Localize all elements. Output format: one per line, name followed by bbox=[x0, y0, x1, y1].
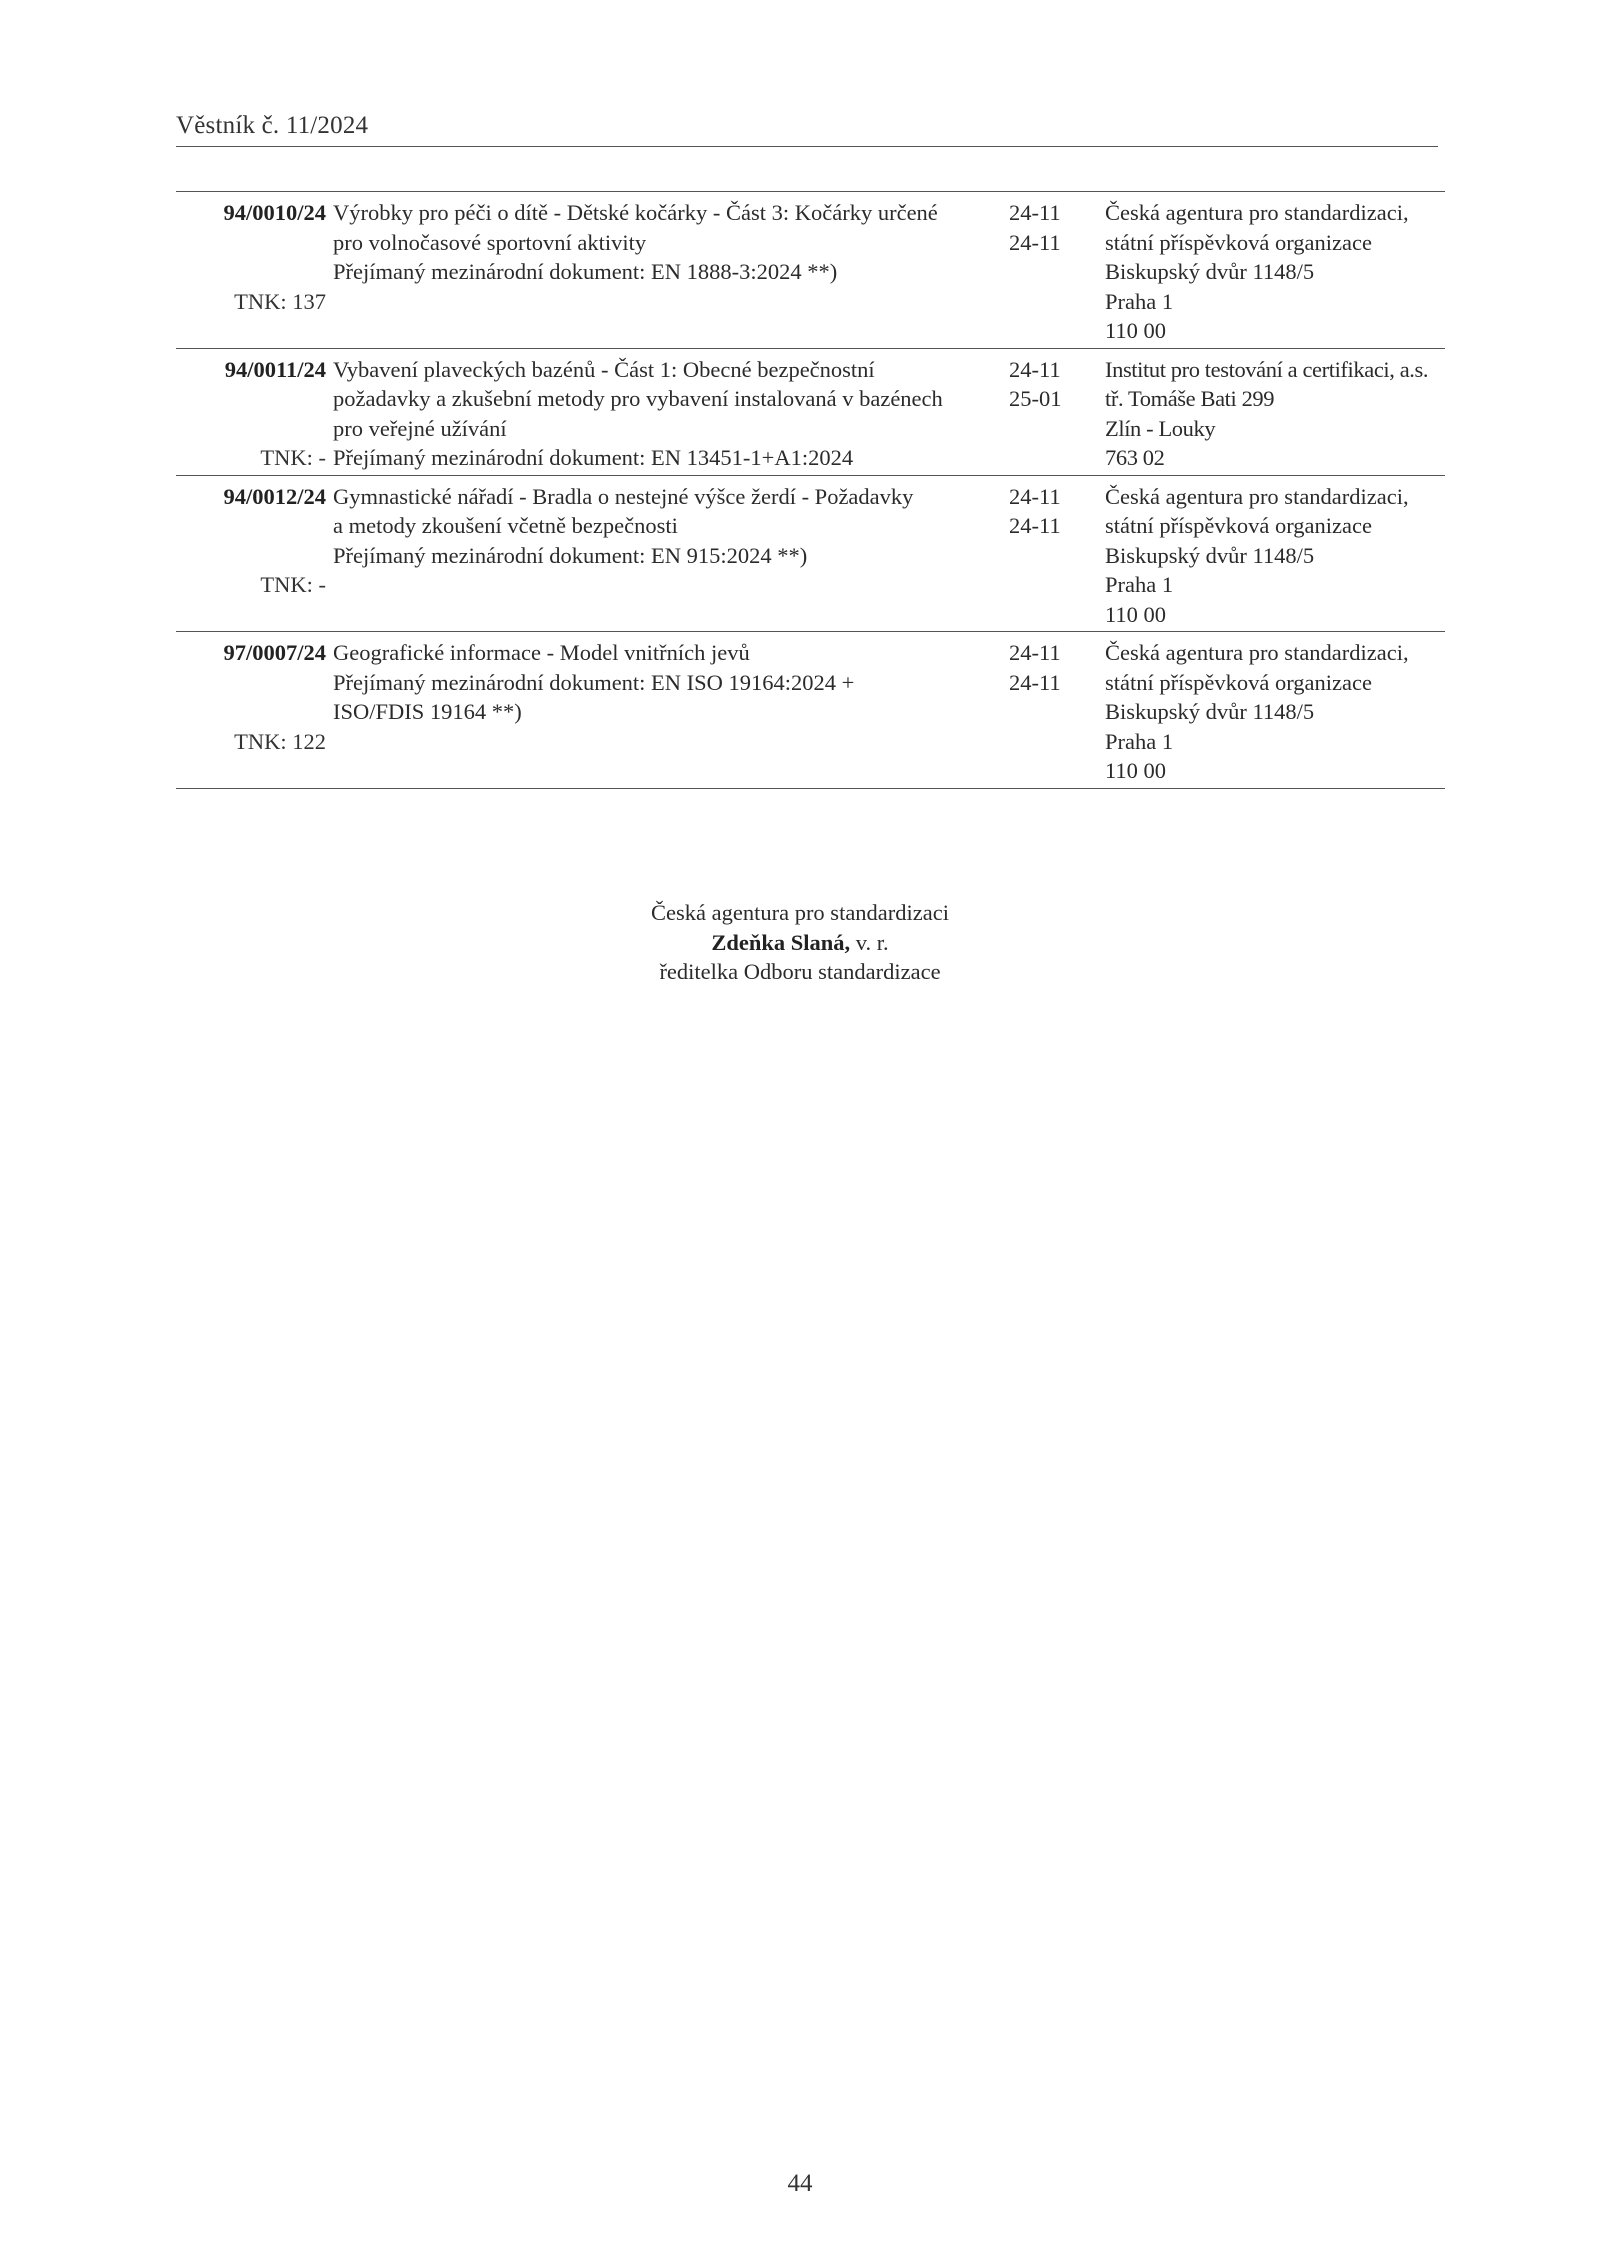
record-address-cell bbox=[1105, 192, 1445, 349]
signatory-suffix: v. r. bbox=[850, 929, 889, 955]
title-line: Přejímaný mezinárodní dokument: EN 1888-3:2024 **) bbox=[333, 259, 838, 284]
title-line: pro veřejné užívání bbox=[333, 415, 507, 441]
title-line: a metody zkoušení včetně bezpečnosti bbox=[333, 513, 678, 538]
record-number-cell bbox=[176, 192, 326, 349]
record-title-cell bbox=[326, 192, 1009, 349]
record-title-cell bbox=[326, 475, 1009, 632]
address-line: Česká agentura pro standardizaci, bbox=[1105, 640, 1409, 665]
address-line: Česká agentura pro standardizaci, bbox=[1105, 200, 1409, 225]
signatory-line bbox=[0, 928, 1600, 958]
standards-table bbox=[176, 191, 1445, 789]
record-dates-cell bbox=[1009, 192, 1105, 349]
record-number-cell bbox=[176, 348, 326, 475]
record-title-cell bbox=[326, 348, 1009, 475]
table-row bbox=[176, 632, 1445, 789]
address-line: Praha 1 bbox=[1105, 728, 1174, 754]
record-title-cell bbox=[326, 632, 1009, 789]
tnk-label: TNK: 122 bbox=[234, 728, 326, 754]
address-line: 763 02 bbox=[1105, 445, 1165, 470]
signatory-name: Zdeňka Slaná, bbox=[711, 929, 851, 955]
signatory-role: ředitelka Odboru standardizace bbox=[659, 959, 941, 984]
address-line: 110 00 bbox=[1105, 318, 1167, 343]
table-row bbox=[176, 192, 1445, 349]
address-line: státní příspěvková organizace bbox=[1105, 513, 1372, 538]
record-number: 94/0010/24 bbox=[223, 200, 326, 225]
tnk-label: TNK: - bbox=[260, 572, 326, 597]
date-value: 24-11 bbox=[1009, 200, 1061, 225]
record-number-cell bbox=[176, 632, 326, 789]
table-row bbox=[176, 348, 1445, 475]
title-line: Výrobky pro péči o dítě - Dětské kočárky - Část 3: Kočárky určené bbox=[333, 200, 938, 225]
date-value: 24-11 bbox=[1009, 513, 1061, 538]
address-line: Praha 1 bbox=[1105, 572, 1174, 597]
address-line: Praha 1 bbox=[1105, 288, 1174, 314]
title-line: Geografické informace - Model vnitřních jevů bbox=[333, 640, 750, 665]
record-number: 97/0007/24 bbox=[223, 640, 326, 665]
agency-name: Česká agentura pro standardizaci bbox=[651, 900, 949, 925]
address-line: tř. Tomáše Bati 299 bbox=[1105, 386, 1275, 411]
record-number-cell bbox=[176, 475, 326, 632]
address-line: Biskupský dvůr 1148/5 bbox=[1105, 259, 1315, 284]
address-line: Zlín - Louky bbox=[1105, 415, 1216, 441]
address-line: 110 00 bbox=[1105, 601, 1167, 627]
address-line: státní příspěvková organizace bbox=[1105, 669, 1372, 695]
title-line: Gymnastické nářadí - Bradla o nestejné výšce žerdí - Požadavky bbox=[333, 483, 914, 509]
record-dates-cell bbox=[1009, 632, 1105, 789]
title-line: Vybavení plaveckých bazénů - Část 1: Obecné bezpečnostní bbox=[333, 356, 875, 382]
title-line: požadavky a zkušební metody pro vybavení instalovaná v bazénech bbox=[333, 386, 943, 411]
date-value: 24-11 bbox=[1009, 356, 1061, 382]
record-address-cell bbox=[1105, 632, 1445, 789]
title-line: Přejímaný mezinárodní dokument: EN 915:2024 **) bbox=[333, 542, 808, 568]
address-line: 110 00 bbox=[1105, 758, 1167, 783]
date-value: 24-11 bbox=[1009, 640, 1061, 665]
address-line: Česká agentura pro standardizaci, bbox=[1105, 483, 1409, 509]
record-number: 94/0012/24 bbox=[223, 483, 326, 509]
header-divider bbox=[176, 146, 1438, 147]
record-address-cell bbox=[1105, 348, 1445, 475]
journal-header: Věstník č. 11/2024 bbox=[176, 112, 369, 139]
title-line: pro volnočasové sportovní aktivity bbox=[333, 229, 647, 255]
tnk-label: TNK: - bbox=[260, 445, 326, 470]
title-line: Přejímaný mezinárodní dokument: EN ISO 19164:2024 + bbox=[333, 669, 855, 695]
date-value: 24-11 bbox=[1009, 229, 1061, 255]
address-line: státní příspěvková organizace bbox=[1105, 229, 1372, 255]
date-value: 24-11 bbox=[1009, 669, 1061, 695]
address-line: Institut pro testování a certifikaci, a.s. bbox=[1105, 356, 1429, 382]
page-number: 44 bbox=[787, 2170, 813, 2197]
title-line: ISO/FDIS 19164 **) bbox=[333, 699, 522, 724]
date-value: 24-11 bbox=[1009, 483, 1061, 509]
record-dates-cell bbox=[1009, 348, 1105, 475]
record-number: 94/0011/24 bbox=[224, 356, 326, 382]
title-line: Přejímaný mezinárodní dokument: EN 13451-1+A1:2024 bbox=[333, 445, 854, 470]
signature-block bbox=[0, 898, 1600, 987]
table-row bbox=[176, 475, 1445, 632]
address-line: Biskupský dvůr 1148/5 bbox=[1105, 699, 1315, 724]
record-dates-cell bbox=[1009, 475, 1105, 632]
tnk-label: TNK: 137 bbox=[234, 288, 326, 314]
date-value: 25-01 bbox=[1009, 386, 1062, 411]
address-line: Biskupský dvůr 1148/5 bbox=[1105, 542, 1315, 568]
record-address-cell bbox=[1105, 475, 1445, 632]
